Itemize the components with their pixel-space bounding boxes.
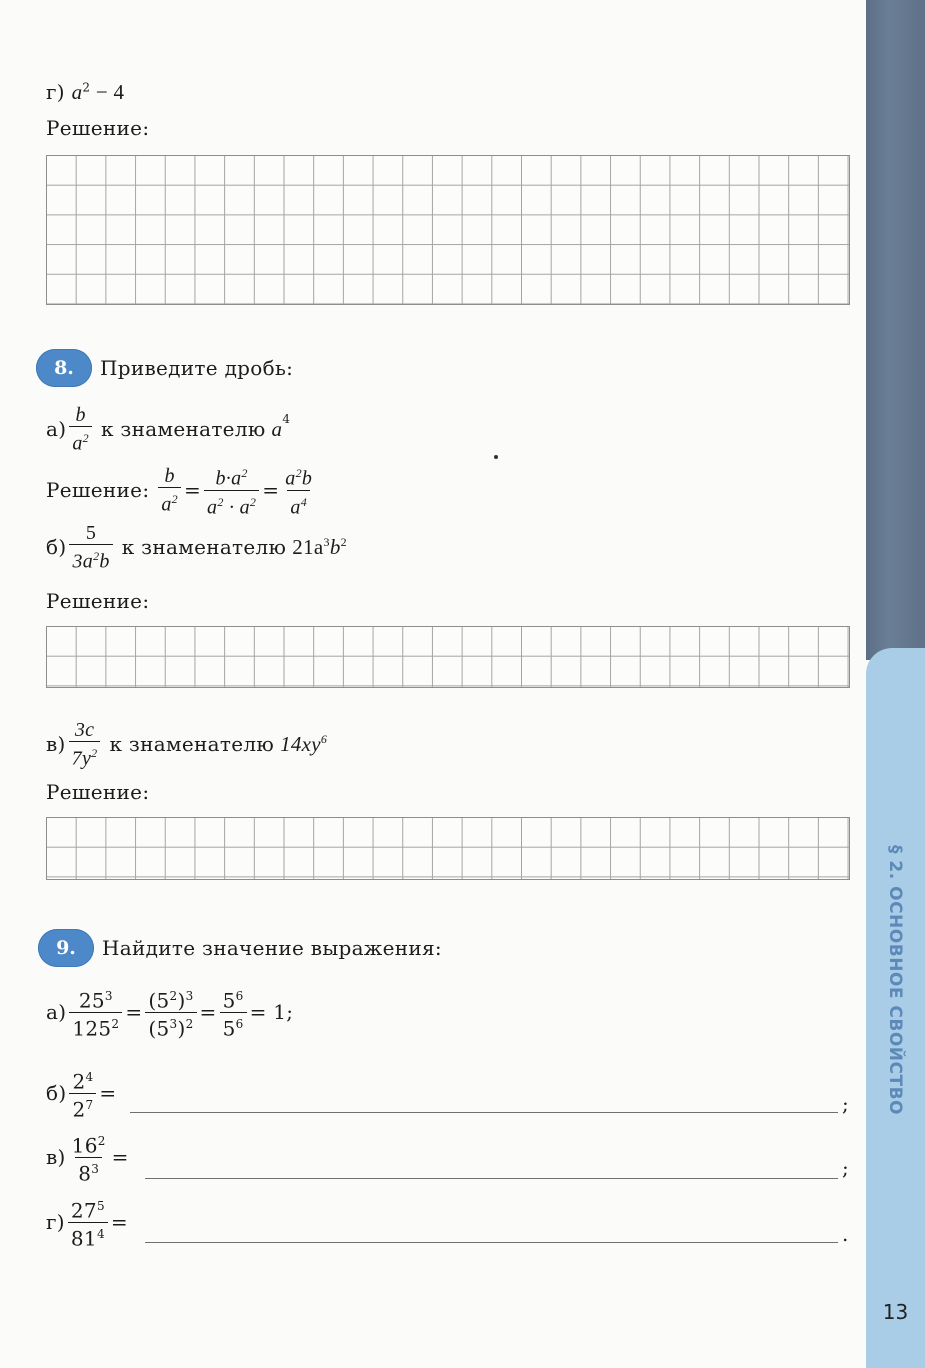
answer-grid[interactable] [46,155,850,305]
answer-line[interactable] [145,1242,838,1243]
task8-solution-a: Решение: $\frac{b}{a^2}$ = $\frac{b\cdot a^2}{a^2 \cdot a^2}$ = $\frac{a^2b}{a^4}$ [46,464,313,519]
solution-label: Решение: [46,780,150,804]
page-number: 13 [882,1300,909,1324]
task-title: Приведите дробь: [100,356,294,380]
answer-grid[interactable] [46,626,850,688]
task9-item-g: г) $\frac{27^5}{81^4}$ = [46,1198,128,1251]
task-title: Найдите значение выражения: [102,936,442,960]
task8-item-a: а) $\frac{b}{a^2}$ к знаменателю a $^4$ [46,404,291,455]
task8-item-v: в) $\frac{3c}{7y^2}$ к знаменателю $14xy^6$ [46,719,328,770]
line-end: ; [842,1156,850,1180]
task9-item-v: в) $\frac{16^2}{8^3}$ = [46,1133,129,1186]
sidebar-dark-band [866,0,925,660]
line-end: ; [842,1092,850,1116]
fraction: $\frac{b}{a^2}$ [69,404,92,455]
solution-label: Решение: [46,116,150,140]
task9-item-b: б) $\frac{2^4}{2^7}$ = [46,1069,117,1122]
task9-item-a: а) $\frac{25^3}{125^2}$ = $\frac{(5^2)^3}{(5^3)^2}$ = $\frac{5^6}{5^6}$ = 1; [46,988,294,1041]
stray-dot [494,455,498,459]
line-end: . [842,1222,849,1246]
section-label: § 2. ОСНОВНОЕ СВОЙСТВО [885,845,905,1115]
solution-label: Решение: [46,589,150,613]
answer-grid[interactable] [46,817,850,880]
task-number-badge: 8. [36,349,92,387]
answer-line[interactable] [145,1178,838,1179]
task8-item-b: б) $\frac{5}{3a^2b}$ к знаменателю $21a^3b^2$ [46,522,347,573]
task-number-badge: 9. [38,929,94,967]
answer-line[interactable] [130,1112,838,1113]
item-g-top: г) $a^2 - 4$ [46,80,125,104]
